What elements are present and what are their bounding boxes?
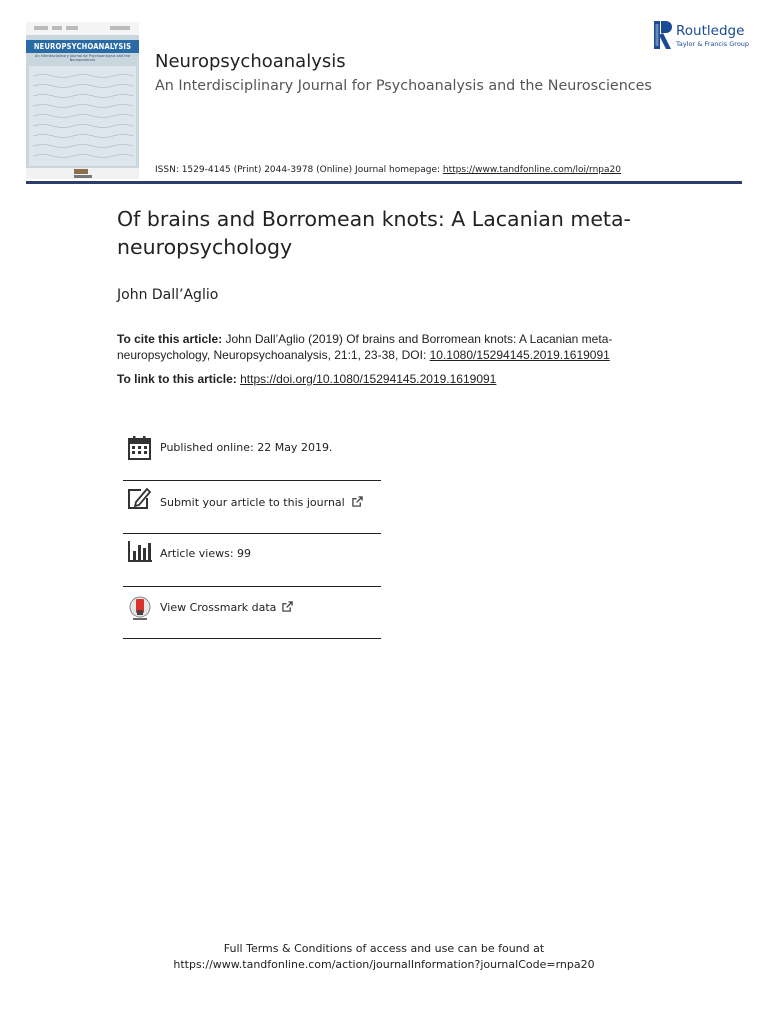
submit-article-link[interactable]: Submit your article to this journal <box>160 496 363 509</box>
calendar-icon <box>127 435 153 461</box>
cite-label: To cite this article: <box>117 332 223 346</box>
info-divider <box>123 586 381 587</box>
view-crossmark-link[interactable]: View Crossmark data <box>160 601 293 614</box>
publisher-subtitle: Taylor & Francis Group <box>676 40 750 48</box>
footer-terms <box>0 941 768 973</box>
article-title: Of brains and Borromean knots: A Lacanian meta-neuropsychology <box>117 207 631 259</box>
journal-subtitle: An Interdisciplinary Journal for Psychoanalysis and the Neurosciences <box>155 78 652 94</box>
cover-title-band: NEUROPSYCHOANALYSIS <box>26 40 139 53</box>
citation-block <box>117 332 637 363</box>
doi-link[interactable]: 10.1080/15294145.2019.1619091 <box>429 347 610 362</box>
publisher-logo <box>654 21 754 51</box>
external-link-icon <box>352 496 363 507</box>
publisher-name: Routledge <box>676 23 745 39</box>
cover-top-bar <box>26 22 139 35</box>
journal-title: Neuropsychoanalysis <box>155 51 346 72</box>
article-doi-url[interactable]: https://doi.org/10.1080/15294145.2019.1619091 <box>240 372 497 386</box>
article-link-line <box>117 372 496 386</box>
article-author: John Dall’Aglio <box>117 287 219 303</box>
info-divider <box>123 480 381 481</box>
info-divider <box>123 638 381 639</box>
external-link-icon <box>282 601 293 612</box>
footer-terms-link[interactable]: https://www.tandfonline.com/action/journalInformation?journalCode=rnpa20 <box>173 958 595 971</box>
header-divider <box>26 181 742 184</box>
journal-cover-image <box>26 22 139 179</box>
link-label: To link to this article: <box>117 372 241 386</box>
cite-text: John Dall’Aglio (2019) Of brains and Borromean knots: A Lacanian meta-neuropsychology, Neuropsychoanalysis, 21:1, 23-38, DOI: <box>117 332 613 362</box>
cover-publisher-strip <box>26 168 139 179</box>
info-divider <box>123 533 381 534</box>
article-views: Article views: 99 <box>160 547 252 560</box>
routledge-r-icon <box>654 21 673 49</box>
edit-icon <box>127 487 153 513</box>
bar-chart-icon <box>127 539 153 565</box>
issn-line <box>155 165 621 175</box>
published-date: Published online: 22 May 2019. <box>160 441 333 454</box>
journal-homepage-link[interactable]: https://www.tandfonline.com/loi/rnpa20 <box>442 165 621 175</box>
issn-text: ISSN: 1529-4145 (Print) 2044-3978 (Online) Journal homepage: <box>155 165 443 175</box>
cover-manuscript-artwork <box>29 66 136 166</box>
cover-subtitle: An Interdisciplinary Journal for Psychoanalysis and the Neurosciences <box>34 54 131 62</box>
footer-line-1: Full Terms & Conditions of access and use can be found at <box>223 942 545 955</box>
crossmark-icon <box>127 595 153 621</box>
